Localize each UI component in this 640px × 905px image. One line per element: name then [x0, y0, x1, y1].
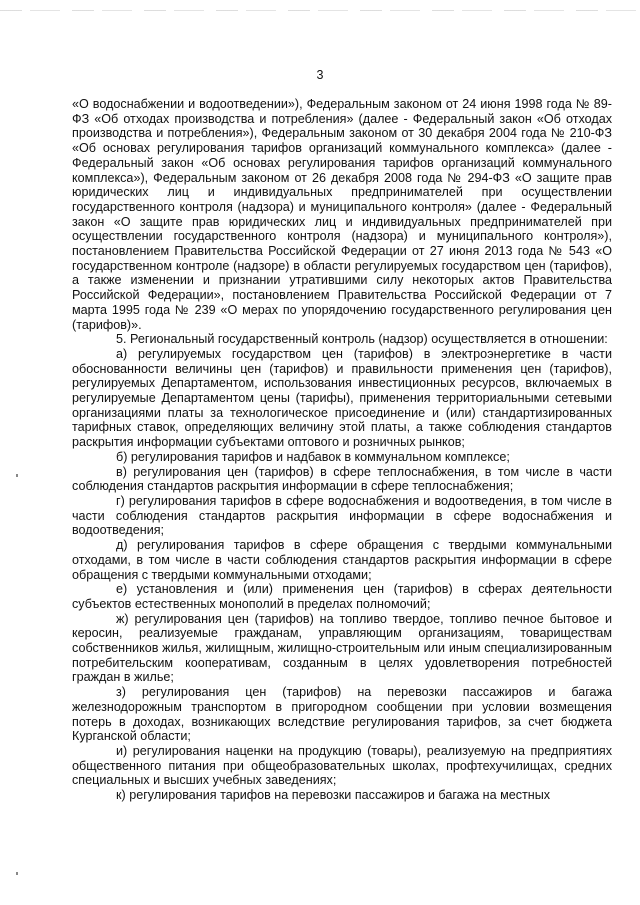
paragraph-subitem-zh: ж) регулирования цен (тарифов) на топливо твердое, топливо печное бытовое и керосин, реализуемые гражданам, управляющим организациям, товариществам собственников жилья, жилищным, жилищно-строительным или иным специализированным потребительским кооперативам, созданным в целях удовлетворения потребностей граждан в жилье;: [72, 611, 612, 685]
paragraph-subitem-v: в) регулирования цен (тарифов) в сфере теплоснабжения, в том числе в части соблюдения стандартов раскрытия информации в сфере теплоснабжения;: [72, 464, 612, 494]
paragraph-subitem-i: и) регулирования наценки на продукцию (товары), реализуемую на предприятиях общественного питания при общеобразовательных школах, профтехучилищах, средних специальных и высших учебных заведениях;: [72, 743, 612, 788]
paragraph-subitem-k: к) регулирования тарифов на перевозки пассажиров и багажа на местных: [116, 788, 551, 803]
scan-edge-mark: [16, 474, 18, 477]
paragraph-subitem-e: е) установления и (или) применения цен (тарифов) в сферах деятельности субъектов естественных монополий в пределах полномочий;: [72, 582, 612, 611]
scan-artifact-line: [0, 10, 640, 11]
paragraph-subitem-a: а) регулируемых государством цен (тарифов) в электроэнергетике в части обоснованности величины цен (тарифов) и правильности применения цен (тарифов), регулируемых Департаментом, использования инвестиционных ресурсов, включаемых в регулируемые Департаментом цены (тарифы), применения территориальными сетевыми организациями платы за технологическое присоединение и (или) стандартизированных тарифных ставок, определяющих величину этой платы, а также соблюдения стандартов раскрытия информации субъектами оптового и розничных рынков;: [72, 346, 612, 450]
paragraph-item-5: 5. Региональный государственный контроль (надзор) осуществляется в отношении:: [116, 332, 608, 347]
page-number: 3: [316, 68, 324, 82]
paragraph-subitem-d: д) регулирования тарифов в сфере обращения с твердыми коммунальными отходами, в том числе в части соблюдения стандартов раскрытия информации в сфере обращения с твердыми коммунальными отходами;: [72, 538, 612, 582]
paragraph-subitem-z: з) регулирования цен (тарифов) на перевозки пассажиров и багажа железнодорожным транспортом в пригородном сообщении при условии возмещения потерь в доходах, возникающих вследствие регулирования тарифов, за счет бюджета Курганской области;: [72, 685, 612, 744]
paragraph-legal-basis-continued: «О водоснабжении и водоотведении»), Федеральным законом от 24 июня 1998 года № 89-ФЗ «Об отходах производства и потребления» (далее - Федеральный закон «Об отходах производства и потребления»), Федеральным законом от 30 декабря 2004 года № 210-ФЗ «Об основах регулирования тарифов организаций коммунального комплекса» (далее - Федеральный закон «Об основах регулирования тарифов организаций коммунального комплекса»), Федеральным законом от 26 декабря 2008 года № 294-ФЗ «О защите прав юридических лиц и индивидуальных предпринимателей при осуществлении государственного контроля (надзора) и муниципального контроля» (далее - Федеральный закон «О защите прав юридических лиц и индивидуальных предпринимателей при осуществлении государственного контроля (надзора) и муниципального контроля»), постановлением Правительства Российской Федерации от 27 июня 2013 года № 543 «О государственном контроле (надзоре) в области регулируемых государством цен (тарифов), а также изменении и признании утратившими силу некоторых актов Правительства Российской Федерации», постановлением Правительства Российской Федерации от 7 марта 1995 года № 239 «О мерах по упорядочению государственного регулирования цен (тарифов)».: [72, 97, 612, 332]
paragraph-subitem-b: б) регулирования тарифов и надбавок в коммунальном комплексе;: [116, 449, 510, 464]
paragraph-subitem-g: г) регулирования тарифов в сфере водоснабжения и водоотведения, в том числе в части соблюдения стандартов раскрытия информации в сфере водоснабжения и водоотведения;: [72, 493, 612, 538]
scan-edge-mark: [16, 872, 18, 875]
document-body: [72, 97, 612, 803]
